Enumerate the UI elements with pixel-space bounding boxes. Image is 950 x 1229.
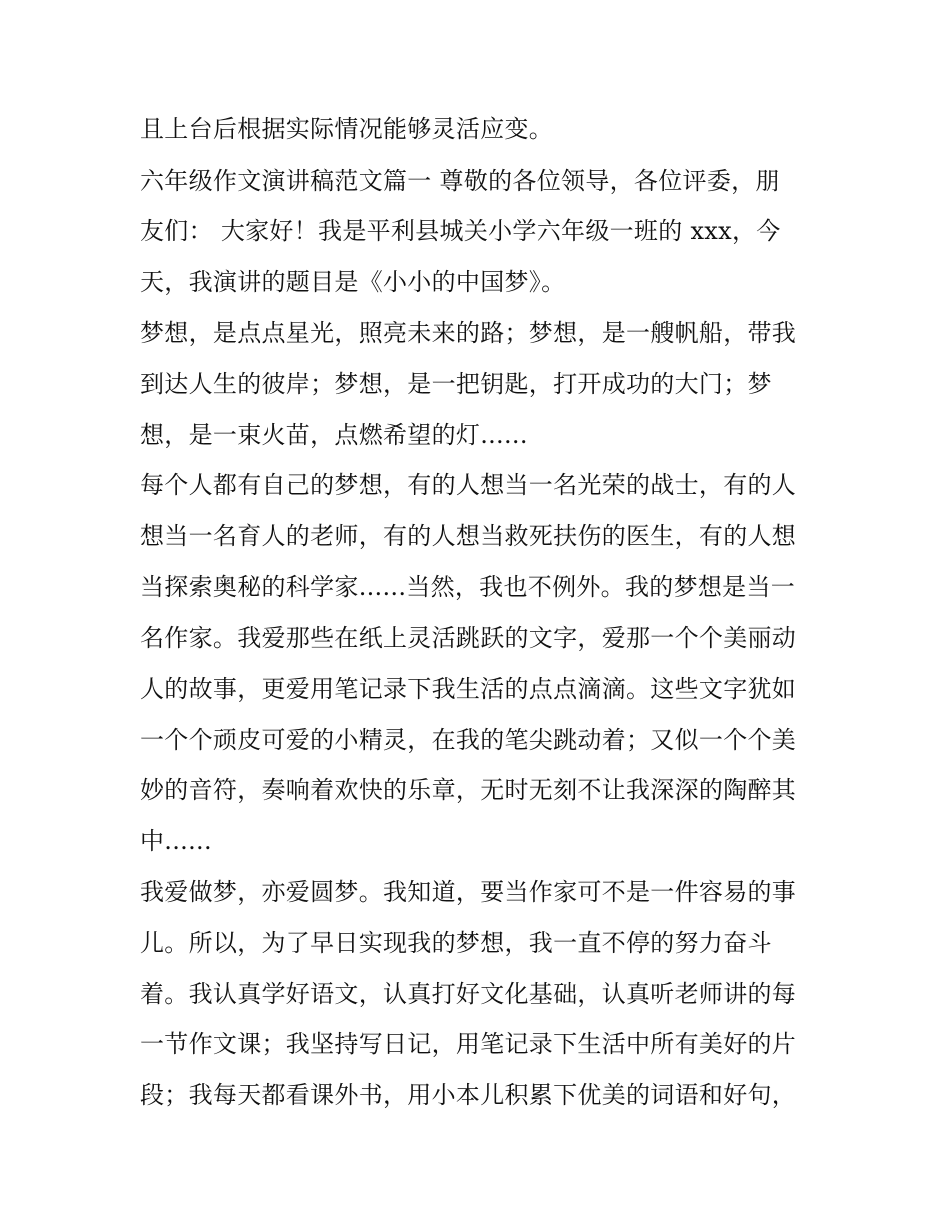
- text-line: 妙的音符，奏响着欢快的乐章，无时无刻不让我深深的陶醉其: [140, 776, 797, 804]
- text-line: 当探索奥秘的科学家......当然，我也不例外。我的梦想是当一: [140, 573, 796, 601]
- text-line: 着。我认真学好语文，认真打好文化基础，认真听老师讲的每: [140, 980, 797, 1008]
- text-line: 且上台后根据实际情况能够灵活应变。: [140, 115, 554, 143]
- text-line: 天，我演讲的题目是《小小的中国梦》。: [140, 268, 566, 296]
- text-line: 梦想，是点点星光，照亮未来的路；梦想，是一艘帆船，带我: [140, 319, 797, 347]
- text-line: 一节作文课；我坚持写日记，用笔记录下生活中所有美好的片: [140, 1030, 797, 1058]
- text-line: 一个个顽皮可爱的小精灵，在我的笔尖跳动着；又似一个个美: [140, 726, 797, 754]
- text-line: 中......: [140, 827, 212, 855]
- text-line: 六年级作文演讲稿范文篇一 尊敬的各位领导，各位评委，朋: [140, 167, 780, 195]
- text-line: 段；我每天都看课外书，用小本儿积累下优美的词语和好句，: [140, 1081, 797, 1109]
- text-line: 儿。所以，为了早日实现我的梦想，我一直不停的努力奋斗: [140, 929, 772, 957]
- text-line: 人的故事，更爱用笔记录下我生活的点点滴滴。这些文字犹如: [140, 675, 797, 703]
- text-line: 想当一名育人的老师，有的人想当救死扶伤的医生，有的人想: [140, 522, 797, 550]
- text-line: 我爱做梦，亦爱圆梦。我知道，要当作家可不是一件容易的事: [140, 878, 797, 906]
- text-line: 每个人都有自己的梦想，有的人想当一名光荣的战士，有的人: [140, 471, 797, 499]
- text-line: 到达人生的彼岸；梦想，是一把钥匙，打开成功的大门；梦: [140, 370, 772, 398]
- text-line: 友们： 大家好！我是平利县城关小学六年级一班的 xxx，今: [140, 217, 781, 245]
- text-line: 名作家。我爱那些在纸上灵活跳跃的文字，爱那一个个美丽动: [140, 624, 797, 652]
- text-line: 想，是一束火苗，点燃希望的灯......: [140, 421, 528, 449]
